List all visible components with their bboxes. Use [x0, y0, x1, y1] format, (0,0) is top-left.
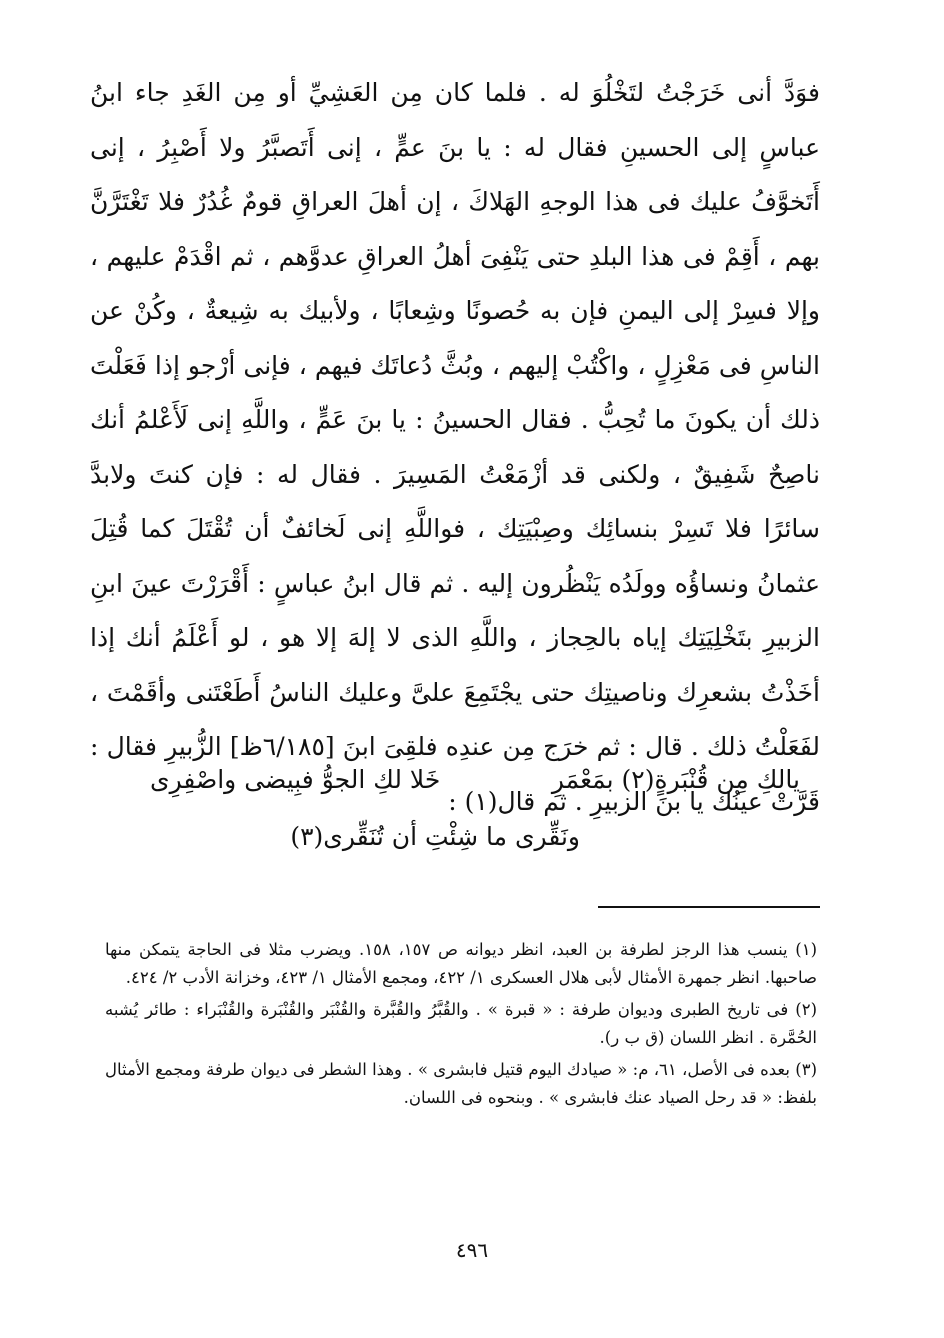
footnote-2: (٢) فى تاريخ الطبرى وديوان طرفة : « قبرة » . والقُبَّرُ والقُبَّرة والقُنْبَر والقُنْبَرة والقُنْبَراء : طائر يُشبه الحُمَّرة . انظر اللسان (ق ب ر). [105, 1000, 817, 1047]
verse-hemistich-3: ونَقِّرى ما شِئْتِ أن تُنَقِّرى(٣) [290, 822, 580, 851]
page-number: ٤٩٦ [455, 1238, 489, 1262]
footnote-1: (١) ينسب هذا الرجز لطرفة بن العبد، انظر ديوانه ص ١٥٧، ١٥٨. ويضرب مثلا فى الحاجة يتمكن منها صاحبها. انظر جمهرة الأمثال لأبى هلال العسكرى ١/ ٤٢٢، ومجمع الأمثال ١/ ٤٢٣، وخزانة الأدب ٢/ ٤٢٤. [105, 940, 817, 987]
footnotes [105, 936, 817, 1116]
verse-hemistich-2: خَلا لكِ الجوُّ فبِيضى واصْفِرِى [150, 765, 441, 794]
footnote-separator [598, 906, 820, 908]
body-paragraph: فوَدَّ أنى خَرَجْتُ لتَخْلُوَ له . فلما كان مِن العَشِيِّ أو مِن الغَدِ جاء ابنُ عباسٍ إلى الحسينِ فقال له : يا بنَ عمٍّ ، إنى أَتَصبَّرُ ولا أَصْبِرُ ، إنى أَتَخوَّفُ عليك فى هذا الوجهِ الهَلاكَ ، إن أهلَ العراقِ قومٌ غُدُرٌ فلا تَغْتَرَّنَّ بهم ، أَقِمْ فى هذا البلدِ حتى يَنْفِىَ أهلُ العراقِ عدوَّهم ، ثم اقْدَمْ عليهم ، وإلا فسِرْ إلى اليمنِ فإن به حُصونًا وشِعابًا ، ولأبيك به شِيعةٌ ، وكُنْ عن الناسِ فى مَعْزِلٍ ، واكْتُبْ إليهم ، وبُثَّ دُعاتَك فيهم ، فإنى أرْجو إذا فَعَلْتَ ذلك أن يكونَ ما تُحِبُّ . فقال الحسينُ : يا بنَ عَمٍّ ، واللَّهِ إنى لَأَعْلمُ أنك ناصِحٌ شَفِيقٌ ، ولكنى قد أزْمَعْتُ المَسِيرَ . فقال له : فإن كنتَ ولابدَّ سائرًا فلا تَسِرْ بنسائِك وصِبْيَتِك ، فواللَّهِ إنى لَخائفٌ أن تُقْتَلَ كما قُتِلَ عثمانُ ونساؤُه وولَدُه يَنْظُرون إليه . ثم قال ابنُ عباسٍ : أَقْرَرْتَ عينَ ابنِ الزبيرِ بتَخْلِيَتِك إياه بالحِجاز ، واللَّهِ الذى لا إلهَ إلا هو ، لو أَعْلَمُ أنك إذا أخَذْتُ بشعرِك وناصيتِك حتى يجْتَمِعَ علىَّ وعليك الناسُ أَطَعْتَنى وأقَمْتَ ، لفَعَلْتُ ذلك . قال : ثم خرَج مِن عندِه فلقِىَ ابنَ [٦/١٨٥ظ] الزُّبيرِ فقال : قَرَّتْ عينُك يا بنَ الزبيرِ . ثم قال(١) : [90, 78, 821, 816]
main-text-block [90, 66, 820, 829]
footnote-3: (٣) بعده فى الأصل، ٦١، م: « صيادك اليوم قتيل فابشرى » . وهذا الشطر فى ديوان طرفة ومجمع الأمثال بلفظ: « قد رحل الصياد عنك فابشرى » . وبنحوه فى اللسان. [105, 1060, 817, 1107]
verse-hemistich-1: يالكِ مِن قُنْبَرةٍ(٢) بمَعْمَرِ [551, 765, 800, 794]
